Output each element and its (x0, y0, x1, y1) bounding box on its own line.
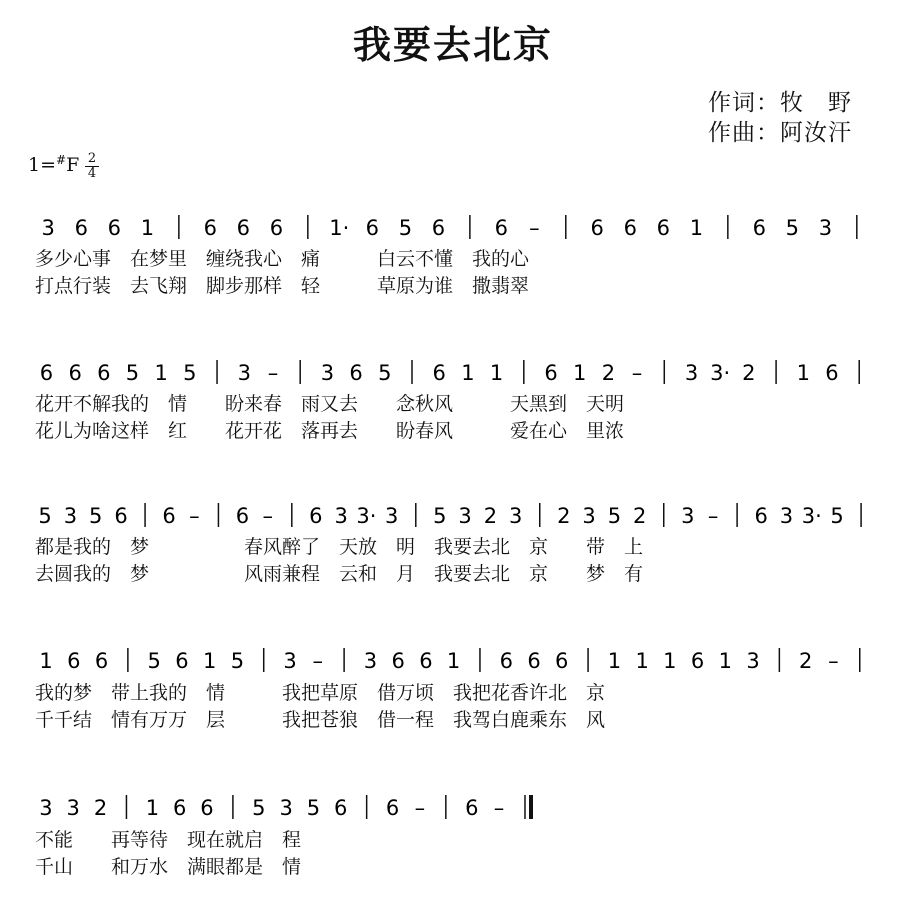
note: 6 (590, 216, 604, 240)
note: 3 (66, 796, 80, 820)
note: 6 (349, 361, 363, 385)
note: 1 (154, 361, 168, 385)
note: 5 (38, 504, 52, 528)
note: 3 (279, 796, 293, 820)
note: 6 (825, 361, 839, 385)
note: 3 (458, 504, 472, 528)
note: 6 (39, 361, 54, 385)
lyric-line-2: 千山 和万水 满眼都是 情 (35, 856, 302, 878)
note: 1 (39, 649, 53, 673)
note: 6 (203, 216, 217, 240)
note: 1 (489, 361, 504, 385)
note: 6 (690, 649, 705, 673)
note: 2 (557, 504, 571, 528)
note: 6 (162, 504, 176, 528)
note: 1 (689, 216, 704, 240)
note: 5 (306, 796, 321, 820)
note: 2 (742, 361, 756, 385)
note: 3· (710, 361, 731, 385)
note: 6 (74, 216, 88, 240)
note: – (414, 796, 426, 820)
note: 6 (68, 361, 82, 385)
note: 6 (419, 649, 433, 673)
note: 6 (175, 649, 189, 673)
note: 6 (269, 216, 284, 240)
time-sig-denominator: 4 (87, 166, 97, 181)
note: 1 (446, 649, 461, 673)
note: 5 (785, 216, 800, 240)
note: 5 (252, 796, 266, 820)
note: 3 (41, 216, 55, 240)
note: 3 (818, 216, 833, 240)
note: 5 (607, 504, 622, 528)
key-note: F (66, 154, 80, 176)
note: 5 (147, 649, 161, 673)
note: 3 (746, 649, 760, 673)
note: 6 (107, 216, 122, 240)
note: 3 (509, 504, 523, 528)
note: 6 (494, 216, 508, 240)
note: 5 (378, 361, 392, 385)
lyric-line-2: 去圆我的 梦 风雨兼程 云和 月 我要去北 京 梦 有 (35, 563, 644, 585)
note: 3 (582, 504, 596, 528)
lyric-line-2: 打点行装 去飞翔 脚步那样 轻 草原为谁 撒翡翠 (35, 275, 530, 297)
note: 6 (527, 649, 541, 673)
note: 1 (573, 361, 587, 385)
key-prefix: 1= (28, 154, 57, 176)
note: 3 (385, 504, 399, 528)
note: 6 (432, 361, 446, 385)
note: 5 (398, 216, 413, 240)
note: 3 (283, 649, 297, 673)
note: 6 (236, 216, 251, 240)
note: 6 (499, 649, 513, 673)
note: – (631, 361, 643, 385)
note: 6 (656, 216, 671, 240)
note: 6 (752, 216, 766, 240)
lyric-line-2: 花儿为啥这样 红 花开花 落再去 盼春风 爱在心 里浓 (35, 420, 625, 442)
note: – (267, 361, 279, 385)
lyricist-credit: 作词：牧 野 (708, 90, 852, 116)
lyric-line-1: 我的梦 带上我的 情 我把草原 借万顷 我把花香许北 京 (35, 682, 606, 704)
note: 5 (125, 361, 140, 385)
note: 1 (718, 649, 732, 673)
note: 1 (145, 796, 160, 820)
note: 6 (391, 649, 405, 673)
note: 1 (202, 649, 217, 673)
note: 6 (94, 649, 109, 673)
lyric-line-1: 花开不解我的 情 盼来春 雨又去 念秋风 天黑到 天明 (35, 393, 625, 415)
note: 6 (200, 796, 214, 820)
note: 6 (365, 216, 380, 240)
note: 3 (779, 504, 794, 528)
note: 6 (431, 216, 446, 240)
note: 3 (237, 361, 251, 385)
note: 5 (183, 361, 197, 385)
sharp-sign: # (56, 153, 67, 167)
note: 1 (140, 216, 155, 240)
note: 2 (799, 649, 813, 673)
note: 2 (93, 796, 108, 820)
note: 6 (754, 504, 768, 528)
note: 1 (796, 361, 811, 385)
note: – (529, 216, 540, 240)
lyric-line-2: 千千结 情有万万 层 我把苍狼 借一程 我驾白鹿乘东 风 (35, 709, 606, 731)
note: 3 (320, 361, 335, 385)
note: – (189, 504, 200, 528)
note: 1 (635, 649, 649, 673)
note: 5 (89, 504, 103, 528)
note: 3 (363, 649, 378, 673)
note: 3 (334, 504, 348, 528)
note: 6 (67, 649, 81, 673)
note: 3· (801, 504, 822, 528)
note: 3 (39, 796, 53, 820)
note: 2 (633, 504, 647, 528)
note: 6 (172, 796, 187, 820)
note: 5 (230, 649, 245, 673)
note: 6 (114, 504, 128, 528)
composer-credit: 作曲：阿汝汗 (708, 120, 852, 146)
note: 6 (334, 796, 348, 820)
note: 5 (433, 504, 447, 528)
note: 3 (681, 504, 695, 528)
note: 6 (555, 649, 569, 673)
note: 6 (465, 796, 479, 820)
note: 1 (461, 361, 475, 385)
lyric-line-1: 多少心事 在梦里 缠绕我心 痛 白云不懂 我的心 (35, 248, 530, 270)
note: 2 (483, 504, 498, 528)
song-title: 我要去北京 (352, 23, 553, 67)
note: 2 (601, 361, 616, 385)
note: – (493, 796, 505, 820)
note: 6 (97, 361, 111, 385)
note: 1 (607, 649, 622, 673)
note: – (262, 504, 274, 528)
time-sig-numerator: 2 (85, 152, 99, 167)
note: 3 (63, 504, 78, 528)
note: 3· (356, 504, 377, 528)
note: 3 (684, 361, 699, 385)
lyric-line-1: 都是我的 梦 春风醉了 天放 明 我要去北 京 带 上 (35, 536, 644, 558)
note: 6 (309, 504, 323, 528)
note: 5 (830, 504, 844, 528)
note: 1· (329, 216, 350, 240)
note: 6 (235, 504, 250, 528)
note: – (828, 649, 839, 673)
note: – (707, 504, 719, 528)
lyric-line-1: 不能 再等待 现在就启 程 (35, 829, 302, 851)
note: 6 (385, 796, 400, 820)
note: 6 (623, 216, 637, 240)
note: 6 (544, 361, 558, 385)
note: – (312, 649, 324, 673)
note: 1 (663, 649, 677, 673)
